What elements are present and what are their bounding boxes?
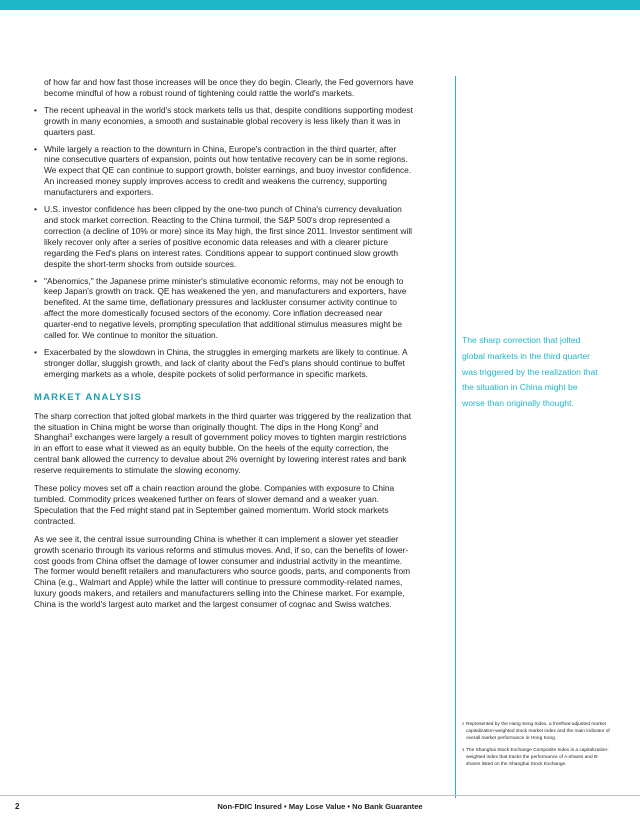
pull-quote: The sharp correction that jolted global markets in the third quarter was triggered by the realization that the situation in China might be worse than originally thought. (462, 335, 598, 409)
analysis-p1-part-b: and Shanghai (34, 421, 379, 443)
bullet-icon: • (34, 104, 37, 115)
list-item (34, 276, 414, 341)
analysis-p1-part-a: The sharp correction that jolted global markets in the third quarter was triggered by the realization that the situation in China might be worse than originally thought. The dips in the Hong Kong (34, 410, 412, 432)
main-column (34, 77, 414, 617)
analysis-paragraph-1 (34, 411, 414, 476)
bullet-icon: • (34, 204, 37, 215)
bullet-icon: • (34, 275, 37, 286)
footnote-text: Represented by the Hang Seng Index, a freefloat-adjusted market capitalization-weighted stock market index and the main indicator of overall market performance in Hong Kong. (466, 722, 610, 742)
analysis-paragraph-2: These policy moves set off a chain reaction around the globe. Companies with exposure to China tumbled. Commodity prices weakened further on fears of slower demand and a weaker yuan. Speculation that the Fed might stand pat in September gained momentum. World stock markets contracted. (34, 483, 395, 526)
top-accent-bar (0, 0, 640, 10)
footnote-number: 3 (462, 746, 465, 752)
bullet-text: "Abenomics," the Japanese prime minister's stimulative economic reforms, may not be enough to keep Japan's growth on track. QE has weakened the yen, and manufacturers and exporters, have benefited. At the same time, deflationary pressures and lackluster consumer activity continue to affect the more domestically focused sectors of the economy. Core inflation decreased near quarter-end to negative levels, prompting speculation that additional stimulus measures might be called for. We continue to monitor the situation. (44, 275, 407, 341)
list-item (34, 105, 414, 138)
intro-continuation: of how far and how fast those increases will be once they do begin. Clearly, the Fed governors have become mindful of how a robust round of tightening could rattle the world's markets. (44, 77, 414, 98)
list-item (34, 144, 414, 199)
bullet-text: U.S. investor confidence has been clipped by the one-two punch of China's currency devaluation and stock market correction. Reacting to the China turmoil, the S&P 500's drop represented a correction (a decline of 10% or more) since its May high, the first since 2011. Investor sentiment will likely recover only after a series of positive economic data releases and with a clearer picture regarding the Fed's plans on interest rates. Conditions appear to support continued slow growth despite the short-term shocks from outside sources. (44, 204, 413, 269)
bullet-list (34, 105, 414, 380)
list-item (34, 347, 414, 380)
footer-disclaimer: Non-FDIC Insured • May Lose Value • No Bank Guarantee (217, 802, 423, 811)
section-heading: MARKET ANALYSIS (34, 391, 143, 403)
bullet-text: While largely a reaction to the downturn in China, Europe's contraction in the third quarter, after nine consecutive quarters of expansion, points out how tentative recovery can be in some regions. We expect that QE can continue to support growth, bolster earnings, and buoy investor confidence. An increased money supply improves access to credit and weakens the currency, supporting manufacturers and exporters. (44, 143, 412, 198)
footnote-ref-2[interactable]: 2 (359, 422, 363, 429)
bullet-text: The recent upheaval in the world's stock markets tells us that, despite conditions supporting modest growth in many economies, a smooth and sustainable global recovery is less likely than it was in quarters past. (44, 104, 413, 137)
footnote-text: The Shanghai Stock Exchange Composite Index is a capitalization-weighted index that tracks the performance of A-shares and B-shares listed on the Shanghai Stock Exchange. (466, 747, 609, 768)
page-number: 2 (15, 802, 20, 811)
bullet-text: Exacerbated by the slowdown in China, the struggles in emerging markets are likely to continue. A stronger dollar, sluggish growth, and lack of clarity about the Fed's plans should continue to buffet emerging markets as a whole, despite pockets of solid performance in specific markets. (44, 346, 408, 379)
analysis-paragraph-3: As we see it, the central issue surrounding China is whether it can implement a slower yet steadier growth scenario through its various reforms and stimulus moves. And, if so, can the benefits of lower-cost goods from China offset the damage of lower consumer and industrial activity in the meantime. The former would benefit retailers and manufacturers who source goods, parts, and components from China (e.g., Walmart and Apple) while the latter will continue to pressure commodity-related names, luxury goods makers, and retailers and manufacturers selling into the Chinese market. For example, China is the world's largest auto market and the largest consumer of cognac and Swiss watches. (34, 533, 411, 610)
footnote-number: 2 (462, 721, 465, 726)
analysis-p1-part-c: exchanges were largely a result of government policy moves to tighten margin restrictions in an effort to ease what it viewed as an equity bubble. On the heels of the equity correction, the central bank allowed the currency to devalue about 2% overnight by lowering interest rates and bank reserve requirements to stimulate the slowing economy. (34, 432, 407, 476)
footnote-3 (462, 747, 612, 769)
footnotes (462, 721, 612, 772)
footnote-ref-3[interactable]: 3 (69, 433, 73, 440)
bullet-icon: • (34, 346, 37, 357)
list-item (34, 204, 414, 269)
bullet-icon: • (34, 143, 37, 154)
footnote-2 (462, 721, 612, 743)
footer-rule (0, 795, 640, 796)
sidebar-divider (455, 76, 456, 798)
